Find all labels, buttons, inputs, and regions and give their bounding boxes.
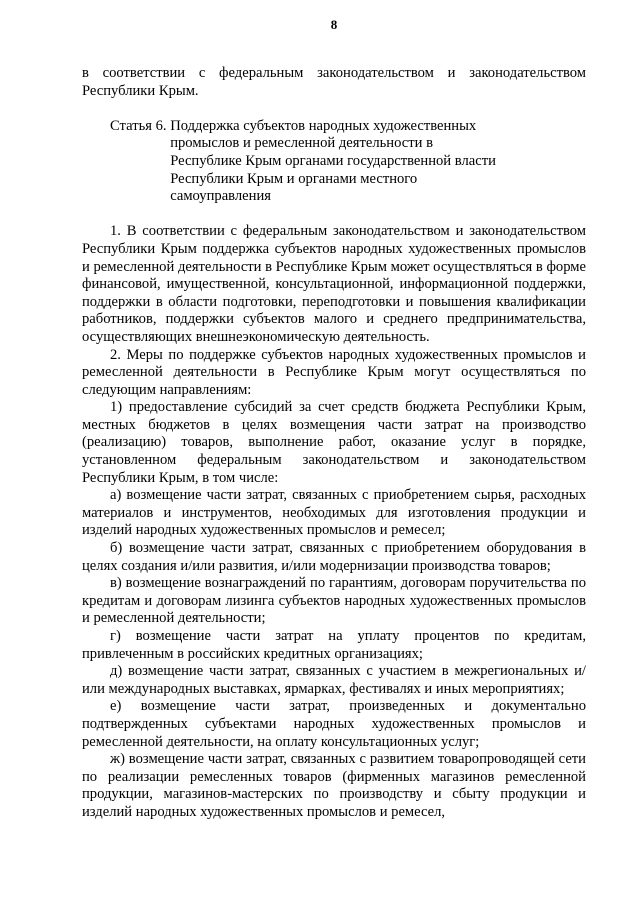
article-title: Поддержка субъектов народных художественных промыслов и ремесленной деятельности в Республике Крым органами государственной власти Республики Крым и органами местного самоуправления (170, 117, 496, 205)
list-item-d: д) возмещение части затрат, связанных с участием в межрегиональных и/или международных выставках, ярмарках, фестивалях и иных мероприятиях; (82, 663, 586, 697)
paragraph-1: 1. В соответствии с федеральным законодательством и законодательством Республики Крым поддержка субъектов народных художественных промыслов и ремесленной деятельности в Республике Крым может осуществляться в форме финансовой, имущественной, консультационной, информационной поддержки, поддержки в области подготовки, переподготовки и повышения квалификации работников, поддержки субъектов малого и среднего предпринимательства, осуществляющих внешнеэкономическую деятельность. (82, 223, 586, 345)
document-body (82, 65, 586, 822)
list-item-b: б) возмещение части затрат, связанных с приобретением оборудования в целях создания и/или развития, и/или модернизации производства товаров; (82, 540, 586, 574)
intro-paragraph: в соответствии с федеральным законодательством и законодательством Республики Крым. (82, 65, 586, 99)
article-heading (110, 118, 586, 206)
document-page (82, 0, 586, 905)
list-item-a: а) возмещение части затрат, связанных с приобретением сырья, расходных материалов и инструментов, необходимых для изготовления продукции и изделий народных художественных промыслов и ремесел; (82, 487, 586, 539)
article-label: Статья 6. (110, 117, 171, 134)
list-item-zh: ж) возмещение части затрат, связанных с развитием товаропроводящей сети по реализации ремесленных товаров (фирменных магазинов ремесленной продукции, магазинов-мастерских по производству и сбыту продукции и изделий народных художественных промыслов и ремесел, (82, 751, 586, 820)
list-item-1: 1) предоставление субсидий за счет средств бюджета Республики Крым, местных бюджетов в целях возмещения части затрат на производство (реализацию) товаров, выполнение работ, оказание услуг в порядке, установленном федеральным законодательством и законодательством Республики Крым, в том числе: (82, 399, 586, 486)
list-item-v: в) возмещение вознаграждений по гарантиям, договорам поручительства по кредитам и договорам лизинга субъектов народных художественных промыслов и ремесленной деятельности; (82, 575, 586, 627)
page-number: 8 (330, 17, 338, 32)
paragraph-2: 2. Меры по поддержке субъектов народных художественных промыслов и ремесленной деятельности в Республике Крым могут осуществляться по следующим направлениям: (82, 346, 586, 398)
list-item-e: е) возмещение части затрат, произведенных и документально подтвержденных субъектами народных художественных промыслов и ремесленной деятельности, на оплату консультационных услуг; (82, 698, 586, 750)
list-item-g: г) возмещение части затрат на уплату процентов по кредитам, привлеченным в российских кредитных организациях; (82, 628, 586, 662)
